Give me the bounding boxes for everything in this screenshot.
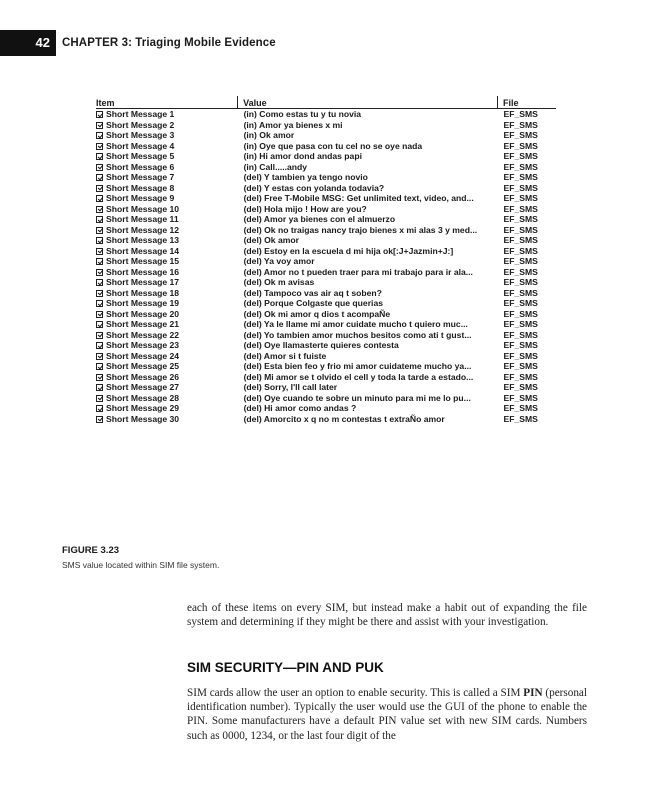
checkbox-checked-icon[interactable] (96, 416, 103, 423)
file-cell: EF_SMS (503, 182, 538, 193)
file-cell: EF_SMS (503, 151, 538, 161)
item-cell (96, 172, 238, 183)
checkbox-checked-icon[interactable] (96, 300, 103, 307)
file-cell: EF_SMS (503, 329, 538, 340)
table-row (96, 109, 556, 120)
file-cell: EF_SMS (503, 256, 538, 266)
value-cell: (del) Amor si t fuiste (243, 350, 327, 361)
body-paragraph-2 (187, 686, 587, 743)
value-cell: (del) Amor ya bienes con el almuerzo (243, 214, 396, 224)
table-row (96, 361, 556, 372)
table-row (96, 351, 556, 362)
item-label: Short Message 11 (106, 214, 179, 224)
item-cell (96, 267, 238, 278)
item-label: Short Message 7 (106, 172, 175, 182)
checkbox-checked-icon[interactable] (96, 342, 103, 349)
file-cell: EF_SMS (503, 245, 538, 256)
table-row (96, 130, 556, 141)
item-label: Short Message 19 (106, 298, 180, 308)
item-label: Short Message 13 (106, 235, 180, 245)
table-row (96, 309, 556, 320)
file-cell: EF_SMS (503, 119, 538, 130)
value-cell: (del) Free T-Mobile MSG: Get unlimited text, video, and... (243, 193, 474, 203)
item-cell (96, 204, 238, 215)
item-label: Short Message 22 (106, 329, 180, 340)
checkbox-checked-icon[interactable] (96, 248, 103, 255)
chapter-title: CHAPTER 3: Triaging Mobile Evidence (62, 37, 276, 49)
value-cell: (del) Ok mi amor q dios t acompaÑe (243, 308, 391, 319)
body-paragraph-1: each of these items on every SIM, but instead make a habit out of expanding the file system and determining if they might be there and assist with your investigation. (187, 602, 587, 629)
item-label: Short Message 9 (106, 193, 175, 203)
item-cell (96, 151, 238, 162)
file-cell: EF_SMS (503, 298, 538, 308)
item-cell (96, 330, 238, 341)
value-cell: (del) Tampoco vas air aq t soben? (243, 287, 382, 298)
item-cell (96, 298, 238, 309)
table-row (96, 372, 556, 383)
checkbox-checked-icon[interactable] (96, 321, 103, 328)
item-cell (96, 309, 238, 320)
checkbox-checked-icon[interactable] (96, 153, 103, 160)
item-cell (96, 382, 238, 393)
table-row (96, 214, 556, 225)
item-label: Short Message 27 (106, 382, 180, 392)
table-row (96, 319, 556, 330)
value-cell: (del) Y tambien ya tengo novio (243, 172, 368, 182)
item-cell (96, 225, 238, 236)
table-row (96, 151, 556, 162)
value-cell: (del) Oye llamasterte quieres contesta (243, 340, 399, 350)
item-label: Short Message 3 (106, 130, 175, 140)
item-label: Short Message 25 (106, 361, 180, 371)
table-row (96, 298, 556, 309)
item-cell (96, 361, 238, 372)
file-cell: EF_SMS (503, 161, 538, 172)
value-cell: (del) Amor no t pueden traer para mi trabajo para ir ala... (243, 266, 473, 277)
file-cell: EF_SMS (503, 235, 538, 245)
table-row (96, 246, 556, 257)
table-row (96, 267, 556, 278)
checkbox-checked-icon[interactable] (96, 332, 103, 339)
file-cell: EF_SMS (503, 392, 538, 403)
table-row (96, 183, 556, 194)
checkbox-checked-icon[interactable] (96, 174, 103, 181)
checkbox-checked-icon[interactable] (96, 143, 103, 150)
paragraph-text: SIM cards allow the user an option to enable security. This is called a SIM (187, 687, 524, 699)
value-cell: (del) Ok no traigas nancy trajo bienes x mi alas 3 y med... (243, 224, 478, 235)
value-cell: (del) Amorcito x q no m contestas t extraÑo amor (243, 413, 445, 424)
checkbox-checked-icon[interactable] (96, 185, 103, 192)
item-label: Short Message 14 (106, 245, 180, 256)
value-cell: (del) Hola mijo ! How are you? (243, 203, 367, 214)
checkbox-checked-icon[interactable] (96, 258, 103, 265)
table-row (96, 277, 556, 288)
file-cell: EF_SMS (503, 277, 538, 287)
item-cell (96, 403, 238, 414)
item-label: Short Message 12 (106, 224, 180, 235)
value-cell: (del) Ok amor (243, 235, 299, 245)
item-cell (96, 256, 238, 267)
checkbox-checked-icon[interactable] (96, 363, 103, 370)
file-cell: EF_SMS (503, 214, 538, 224)
item-cell (96, 162, 238, 173)
table-row (96, 225, 556, 236)
item-cell (96, 246, 238, 257)
item-cell (96, 372, 238, 383)
item-cell (96, 414, 238, 425)
page-header (0, 30, 647, 56)
pin-term: PIN (523, 687, 543, 699)
section-heading: SIM SECURITY—PIN AND PUK (187, 660, 384, 675)
value-cell: (del) Ok m avisas (243, 277, 315, 287)
item-label: Short Message 29 (106, 403, 180, 413)
paragraph-text-cont: (personal identification number). Typically the user would use the GUI of the phone to enable the PIN. Some manufacturers have a default PIN value set with new SIM cards. Numbers such as 0000, 1234, or the last four digit of the (187, 687, 587, 742)
file-cell: EF_SMS (503, 172, 538, 182)
file-cell: EF_SMS (503, 224, 538, 235)
item-cell (96, 277, 238, 288)
item-label: Short Message 4 (106, 140, 175, 151)
value-cell: (del) Y estas con yolanda todavia? (243, 182, 385, 193)
file-cell: EF_SMS (503, 193, 538, 203)
file-cell: EF_SMS (503, 203, 538, 214)
table-row (96, 172, 556, 183)
table-row (96, 403, 556, 414)
table-row (96, 162, 556, 173)
table-row (96, 204, 556, 215)
item-cell (96, 141, 238, 152)
item-label: Short Message 15 (106, 256, 180, 266)
figure-caption: SMS value located within SIM file system. (62, 560, 220, 570)
table-row (96, 256, 556, 267)
value-cell: (del) Mi amor se t olvido el cell y toda la tarde a estado... (243, 371, 474, 382)
item-label: Short Message 23 (106, 340, 180, 350)
item-cell (96, 340, 238, 351)
item-cell (96, 319, 238, 330)
item-label: Short Message 8 (106, 182, 175, 193)
checkbox-checked-icon[interactable] (96, 111, 103, 118)
item-label: Short Message 30 (106, 413, 180, 424)
file-cell: EF_SMS (503, 319, 538, 329)
checkbox-checked-icon[interactable] (96, 164, 103, 171)
file-cell: EF_SMS (503, 140, 538, 151)
item-label: Short Message 17 (106, 277, 180, 287)
sms-figure-table (96, 96, 556, 424)
checkbox-checked-icon[interactable] (96, 132, 103, 139)
item-cell (96, 288, 238, 299)
checkbox-checked-icon[interactable] (96, 384, 103, 391)
table-row (96, 120, 556, 131)
checkbox-checked-icon[interactable] (96, 216, 103, 223)
file-cell: EF_SMS (503, 382, 538, 392)
item-label: Short Message 26 (106, 371, 180, 382)
file-cell: EF_SMS (503, 340, 538, 350)
value-cell: (del) Porque Colgaste que querias (243, 298, 383, 308)
item-cell (96, 130, 238, 141)
item-label: Short Message 6 (106, 161, 175, 172)
value-cell: (in) Amor ya bienes x mi (243, 119, 343, 130)
item-label: Short Message 24 (106, 350, 180, 361)
table-row (96, 393, 556, 404)
value-cell: (del) Hi amor como andas ? (243, 403, 357, 413)
item-cell (96, 183, 238, 194)
value-cell: (del) Ya le llame mi amor cuidate mucho t quiero muc... (243, 319, 468, 329)
item-label: Short Message 5 (106, 151, 175, 161)
item-label: Short Message 20 (106, 308, 180, 319)
table-row (96, 235, 556, 246)
checkbox-checked-icon[interactable] (96, 290, 103, 297)
item-cell (96, 235, 238, 246)
table-row (96, 382, 556, 393)
file-cell: EF_SMS (503, 308, 538, 319)
value-cell: (del) Sorry, I'll call later (243, 382, 338, 392)
checkbox-checked-icon[interactable] (96, 269, 103, 276)
table-body (96, 109, 556, 425)
item-label: Short Message 21 (106, 319, 180, 329)
checkbox-checked-icon[interactable] (96, 311, 103, 318)
item-label: Short Message 1 (106, 109, 175, 119)
file-cell: EF_SMS (503, 130, 538, 140)
file-cell: EF_SMS (503, 361, 538, 371)
item-label: Short Message 16 (106, 266, 180, 277)
figure-label: FIGURE 3.23 (62, 545, 120, 556)
file-cell: EF_SMS (503, 371, 538, 382)
file-cell: EF_SMS (503, 350, 538, 361)
value-cell: (del) Oye cuando te sobre un minuto para mi me lo pu... (243, 392, 471, 403)
value-cell: (in) Oye que pasa con tu cel no se oye nada (243, 140, 423, 151)
checkbox-checked-icon[interactable] (96, 279, 103, 286)
file-cell: EF_SMS (503, 109, 538, 119)
item-cell (96, 120, 238, 131)
file-cell: EF_SMS (503, 413, 538, 424)
item-cell (96, 109, 238, 120)
item-label: Short Message 18 (106, 287, 180, 298)
value-cell: (del) Estoy en la escuela d mi hija ok[:J+Jazmin+J:] (243, 245, 454, 256)
table-row (96, 340, 556, 351)
page-number: 42 (0, 30, 56, 56)
item-label: Short Message 28 (106, 392, 180, 403)
checkbox-checked-icon[interactable] (96, 405, 103, 412)
table-row (96, 414, 556, 425)
file-cell: EF_SMS (503, 266, 538, 277)
column-header-value: Value (238, 96, 498, 109)
checkbox-checked-icon[interactable] (96, 122, 103, 129)
checkbox-checked-icon[interactable] (96, 206, 103, 213)
checkbox-checked-icon[interactable] (96, 227, 103, 234)
item-cell (96, 193, 238, 204)
table-row (96, 141, 556, 152)
checkbox-checked-icon[interactable] (96, 353, 103, 360)
checkbox-checked-icon[interactable] (96, 195, 103, 202)
column-header-item: Item (96, 96, 238, 109)
item-label: Short Message 2 (106, 119, 175, 130)
table-row (96, 288, 556, 299)
item-cell (96, 393, 238, 404)
value-cell: (in) Como estas tu y tu novia (243, 109, 362, 119)
file-cell: EF_SMS (503, 287, 538, 298)
table-header-row (96, 96, 556, 109)
table-row (96, 193, 556, 204)
item-cell (96, 214, 238, 225)
checkbox-checked-icon[interactable] (96, 395, 103, 402)
item-label: Short Message 10 (106, 203, 180, 214)
checkbox-checked-icon[interactable] (96, 374, 103, 381)
value-cell: (del) Esta bien feo y frio mi amor cuidateme mucho ya... (243, 361, 472, 371)
item-cell (96, 351, 238, 362)
column-header-file: File (498, 96, 556, 109)
table-row (96, 330, 556, 341)
file-cell: EF_SMS (503, 403, 538, 413)
value-cell: (in) Ok amor (243, 130, 295, 140)
checkbox-checked-icon[interactable] (96, 237, 103, 244)
value-cell: (del) Yo tambien amor muchos besitos como ati t gust... (243, 329, 472, 340)
value-cell: (del) Ya voy amor (243, 256, 315, 266)
value-cell: (in) Hi amor dond andas papi (243, 151, 362, 161)
value-cell: (in) Call.....andy (243, 161, 308, 172)
